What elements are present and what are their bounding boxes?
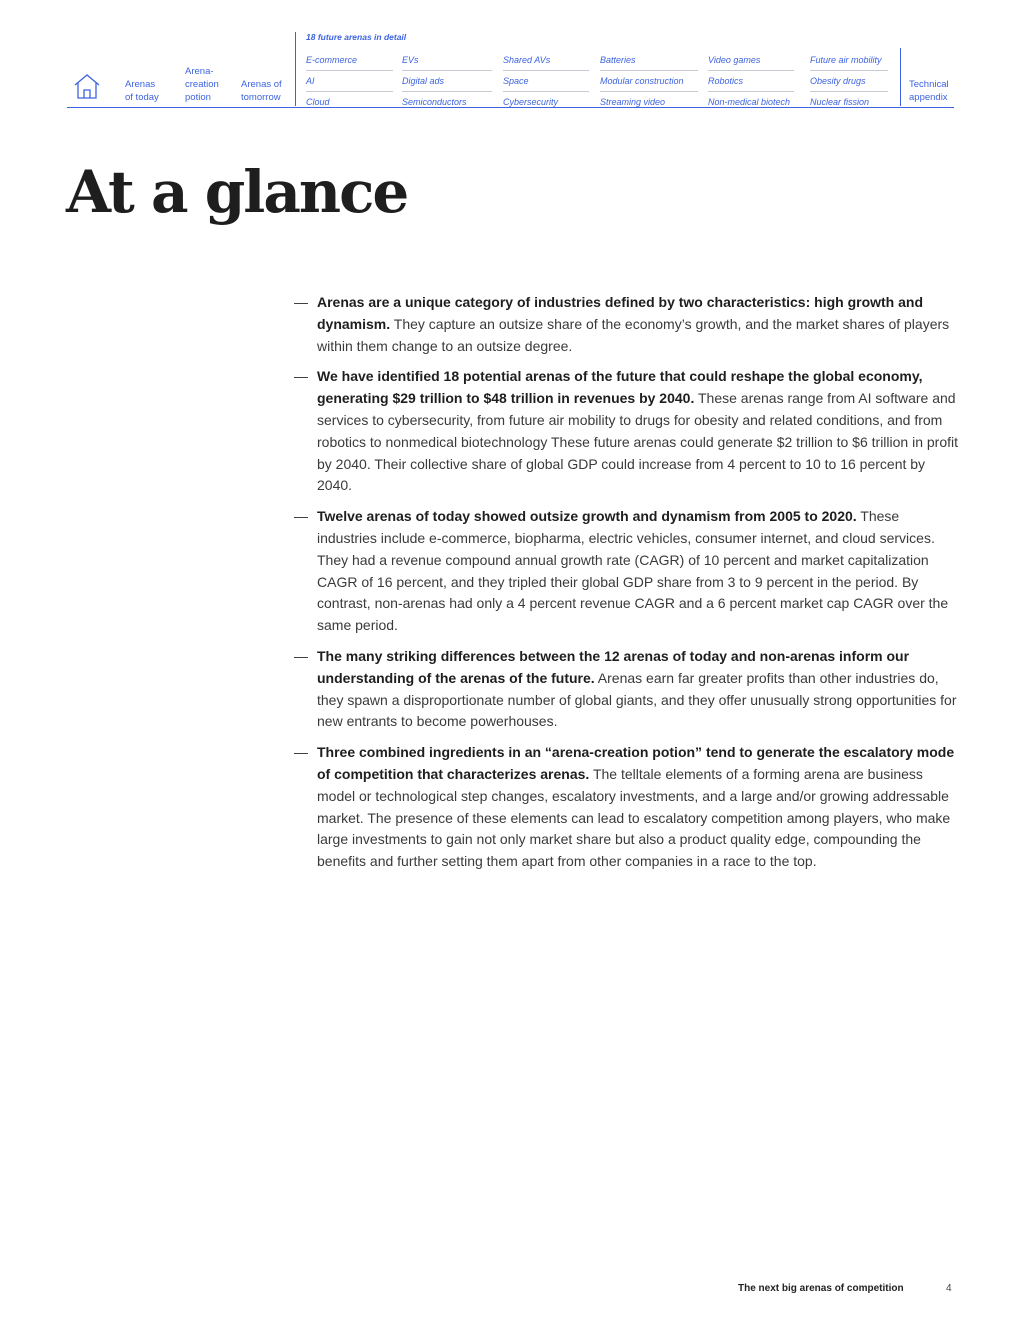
nav-arena-link[interactable]: Obesity drugs: [810, 71, 888, 92]
key-point-body: These arenas range from AI software and services to cybersecurity, from future air mobility to drugs for obesity and related conditions, and from robotics to nonmedical biotechnology These future arenas could generate $2 trillion to $6 trillion in profit by 2040. Their collective share of global GDP could increase from 4 percent to 10 to 16 percent by 2040.: [317, 390, 959, 494]
nav-arena-link[interactable]: Space: [503, 71, 589, 92]
nav-arena-link[interactable]: E-commerce: [306, 50, 393, 71]
nav-arena-link[interactable]: Non-medical biotech: [708, 97, 791, 107]
nav-label-line: Arenas of: [241, 79, 282, 90]
key-point: [294, 292, 958, 357]
arena-column: [306, 50, 393, 112]
nav-arena-creation-potion[interactable]: [185, 65, 219, 104]
nav-technical-appendix[interactable]: [909, 78, 949, 104]
nav-label-line: potion: [185, 92, 211, 103]
key-point-body: Arenas earn far greater profits than other industries do, they spawn a disproportionate number of global giants, and they offer unusually strong opportunities for new entrants to become powerhouses.: [317, 669, 957, 730]
key-point-lead: The many striking differences between the 12 arenas of today and non-arenas inform our understanding of the arenas of the future.: [317, 647, 910, 686]
bullet-dash: —: [294, 508, 308, 525]
arena-column: [708, 50, 794, 112]
arena-column: [503, 50, 589, 112]
bullet-dash: —: [294, 368, 308, 385]
nav-arena-link[interactable]: Batteries: [600, 50, 698, 71]
nav-arena-link[interactable]: Future air mobility: [810, 50, 888, 71]
key-point-body: They capture an outsize share of the economy’s growth, and the market shares of players within them change to an outsize degree.: [317, 315, 950, 354]
footer-report-title: The next big arenas of competition: [738, 1283, 904, 1294]
nav-label-line: Technical: [909, 79, 949, 90]
technical-appendix-section: [900, 48, 955, 106]
house-icon: [73, 72, 101, 100]
key-point-body: These industries include e-commerce, biopharma, electric vehicles, consumer internet, and cloud services. They had a revenue compound annual growth rate (CAGR) of 10 percent and market capitalization CAGR of 16 percent, and they tripled their global GDP share from 3 to 9 percent in the period. By contrast, non-arenas had only a 4 percent revenue CAGR and a 6 percent market cap CAGR over the same period.: [317, 508, 949, 634]
nav-label-line: of today: [125, 92, 159, 103]
nav-label-line: tomorrow: [241, 92, 281, 103]
top-navigation: [67, 28, 954, 110]
bullet-dash: —: [294, 647, 308, 664]
bullet-dash: —: [294, 294, 308, 310]
page-title: At a glance: [66, 158, 408, 226]
nav-arena-link[interactable]: Cloud: [306, 97, 330, 107]
nav-arenas-of-today[interactable]: [125, 78, 159, 104]
nav-arenas-of-tomorrow[interactable]: [241, 78, 282, 104]
key-point-lead: We have identified 18 potential arenas of the future that could reshape the global economy, generating $29 trillion to $48 trillion in revenues by 2040.: [317, 368, 923, 407]
nav-arena-link[interactable]: Digital ads: [402, 71, 492, 92]
bullet-dash: —: [294, 744, 308, 761]
nav-label-line: creation: [185, 79, 219, 90]
nav-arena-link[interactable]: Semiconductors: [402, 97, 467, 107]
arena-column: [402, 50, 492, 112]
future-arenas-detail-section: [295, 32, 900, 106]
nav-arena-link[interactable]: Shared AVs: [503, 50, 589, 71]
key-point-lead: Twelve arenas of today showed outsize growth and dynamism from 2005 to 2020.: [317, 508, 857, 525]
key-point-body: The telltale elements of a forming arena are business model or technological step changes, escalatory investments, and a large and/or growing addressable market. The presence of these elements can lead to escalatory competition among players, who make large investments to gain not only market share but also a product quality edge, compounding the benefits and further setting them apart from other companies in a race to the top.: [317, 765, 951, 870]
future-arenas-detail-title: 18 future arenas in detail: [306, 32, 407, 42]
nav-arena-link[interactable]: Streaming video: [600, 97, 666, 107]
nav-label-line: Arena-: [185, 66, 214, 77]
key-points-list: [294, 292, 958, 882]
home-link[interactable]: [73, 72, 101, 100]
nav-arena-link[interactable]: Robotics: [708, 71, 794, 92]
nav-arena-link[interactable]: Nuclear fission: [810, 97, 870, 107]
nav-arena-link[interactable]: Cybersecurity: [503, 97, 559, 107]
nav-arena-link[interactable]: AI: [306, 71, 393, 92]
nav-divider: [67, 107, 954, 108]
key-point: [294, 742, 958, 873]
nav-label-line: appendix: [909, 92, 948, 103]
arena-column: [810, 50, 888, 112]
page-number: 4: [946, 1283, 952, 1294]
arena-column: [600, 50, 698, 112]
nav-arena-link[interactable]: EVs: [402, 50, 492, 71]
nav-label-line: Arenas: [125, 79, 156, 90]
key-point: [294, 366, 958, 497]
nav-arena-link[interactable]: Video games: [708, 50, 794, 71]
key-point: [294, 646, 958, 733]
nav-arena-link[interactable]: Modular construction: [600, 71, 698, 92]
key-point-lead: Arenas are a unique category of industries defined by two characteristics: high growth and dynamism.: [317, 294, 924, 332]
key-point-lead: Three combined ingredients in an “arena-creation potion” tend to generate the escalatory mode of competition that characterizes arenas.: [317, 744, 955, 782]
key-point: [294, 506, 958, 637]
